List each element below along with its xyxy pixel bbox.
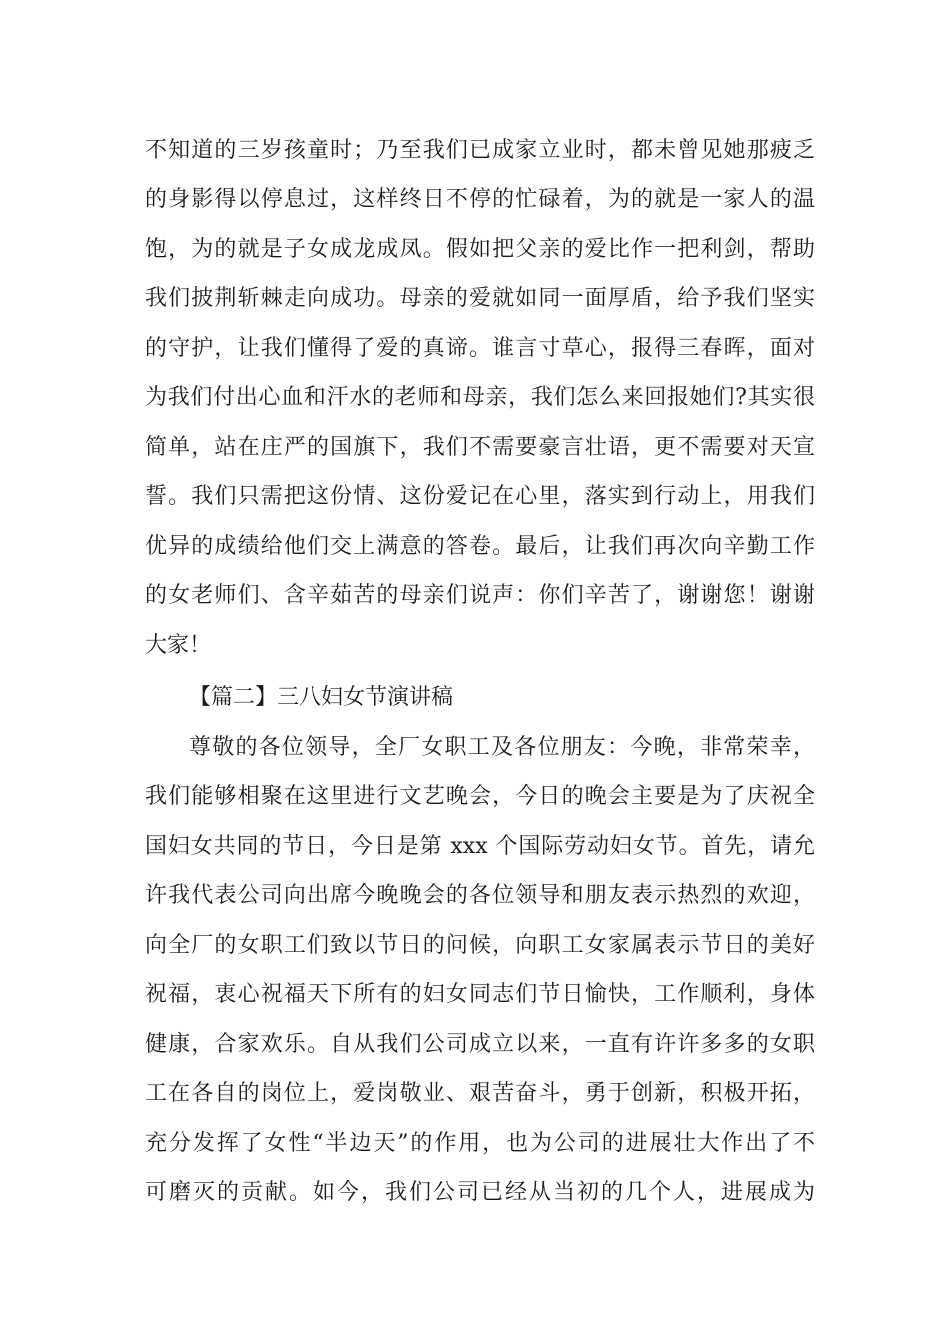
paragraph-line: 祝福，衷心祝福天下所有的妇女同志们节日愉快，工作顺利，身体 (145, 982, 815, 1007)
section-heading: 【篇二】三八妇女节演讲稿 (189, 685, 454, 710)
paragraph-line: 大家！ (145, 633, 212, 658)
paragraph-line: 的守护，让我们懂得了爱的真谛。谁言寸草心，报得三春晖，面对 (145, 336, 815, 361)
paragraph-line: 的身影得以停息过，这样终日不停的忙碌着，为的就是一家人的温 (145, 187, 815, 212)
paragraph-line: 不知道的三岁孩童时；乃至我们已成家立业时，都未曾见她那疲乏 (145, 138, 815, 163)
paragraph-line: 国妇女共同的节日，今日是第 xxx 个国际劳动妇女节。首先，请允 (145, 834, 815, 859)
paragraph-line: 可磨灭的贡献。如今，我们公司已经从当初的几个人，进展成为 (145, 1180, 815, 1205)
paragraph-line: 我们能够相聚在这里进行文艺晚会，今日的晚会主要是为了庆祝全 (145, 784, 815, 809)
paragraph-line: 尊敬的各位领导，全厂女职工及各位朋友：今晚，非常荣幸， (189, 735, 815, 760)
paragraph-line: 充分发挥了女性“半边天”的作用，也为公司的进展壮大作出了不 (145, 1131, 815, 1156)
paragraph-line: 许我代表公司向出席今晚晚会的各位领导和朋友表示热烈的欢迎， (145, 883, 815, 908)
paragraph-line: 工在各自的岗位上，爱岗敬业、艰苦奋斗，勇于创新，积极开拓， (145, 1081, 815, 1106)
paragraph-line: 为我们付出心血和汗水的老师和母亲，我们怎么来回报她们?其实很 (145, 385, 815, 410)
paragraph-line: 饱，为的就是子女成龙成凤。假如把父亲的爱比作一把利剑，帮助 (145, 237, 815, 262)
paragraph-line: 誓。我们只需把这份情、这份爱记在心里，落实到行动上，用我们 (145, 484, 815, 509)
paragraph-line: 向全厂的女职工们致以节日的问候，向职工女家属表示节日的美好 (145, 933, 815, 958)
paragraph-line: 我们披荆斩棘走向成功。母亲的爱就如同一面厚盾，给予我们坚实 (145, 286, 815, 311)
paragraph-line: 的女老师们、含辛茹苦的母亲们说声：你们辛苦了，谢谢您！谢谢 (145, 583, 815, 608)
paragraph-line: 优异的成绩给他们交上满意的答卷。最后，让我们再次向辛勤工作 (145, 534, 815, 559)
paragraph-line: 健康，合家欢乐。自从我们公司成立以来，一直有许许多多的女职 (145, 1032, 815, 1057)
paragraph-line: 简单，站在庄严的国旗下，我们不需要豪言壮语，更不需要对天宣 (145, 435, 815, 460)
